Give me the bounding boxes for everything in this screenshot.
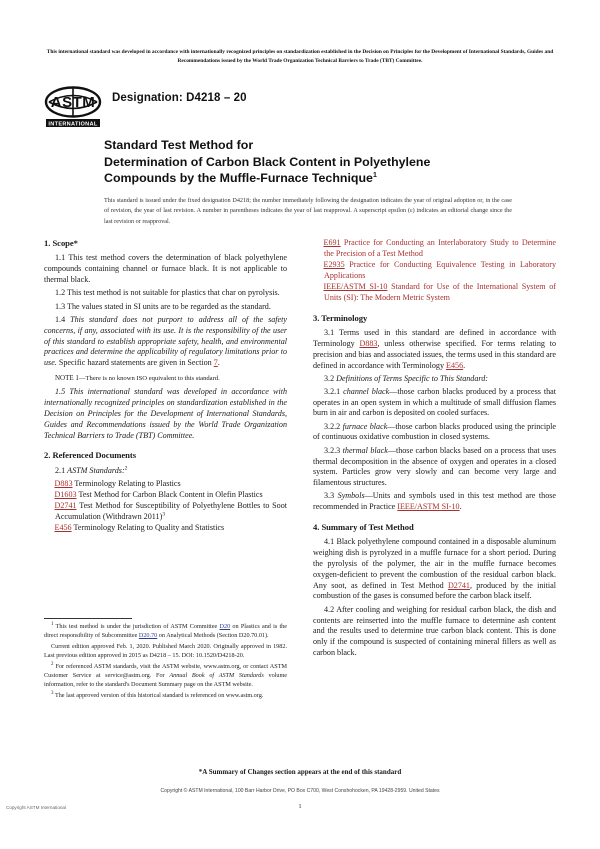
standard-title: Test Method for Susceptibility of Polyethylene Bottles to Soot Accumulation (Withdrawn 2011) [55,501,287,522]
link-standard-e456[interactable]: E456 [54,523,72,533]
para-text: Terms used in this standard are defined in accordance with Terminology [313,328,556,349]
definitions-label: Definitions of Terms Specific to This Standard: [336,373,488,383]
para-text: This international standard was developed in accordance with internationally recognized principles on standardization established in the Decision on Principles for the Development of International Standards, Guides and Recommendations issued by the World Trade Organization Technical Barriers to Trade (TBT) Committee. [44,387,287,440]
para-num: 2.1 [55,465,66,475]
document-header [44,86,556,130]
title-line-3 [104,170,556,187]
list-item [44,490,287,501]
list-item [313,260,556,282]
paragraph-1-4 [44,315,287,369]
list-item [44,523,287,534]
para-text-end: . [463,360,466,370]
note-label: NOTE 1 [55,373,79,382]
svg-text:INTERNATIONAL: INTERNATIONAL [48,121,98,128]
svg-text:ASTM: ASTM [50,94,96,111]
term-furnace-black: furnace black [342,421,388,431]
para-text: Specific hazard statements are given in Section [58,358,212,368]
link-standard-d883-inline[interactable]: D883 [359,339,378,349]
wto-statement: This international standard was developed in accordance with internationally recognized principles on standardization established in the Decision on Principles for the Development of International Standards, Guides and Recommendations issued by the World Trade Organization Technical Barriers to Trade (TBT) Committee. [46,49,554,64]
title-line-1: Standard Test Method for [104,138,254,152]
paragraph-1-5 [44,387,287,441]
para-num: 3.2 [324,373,335,383]
footnotes [44,622,287,701]
term-symbols: Symbols [337,491,365,501]
para-text: This test method covers the determination of black polyethylene compounds containing channel or furnace black. It is not applicable to thermal black. [44,253,287,285]
note-text: —There is no known ISO equivalent to this standard. [78,374,220,382]
footnote-text: For referenced ASTM standards, visit the ASTM website, www.astm.org, or contact ASTM Customer Service at service@astm.org. For [44,662,287,679]
standard-title: Standard for Use of the International System of Units (SI): The Modern Metric System [324,282,556,302]
link-standard-e456-inline[interactable]: E456 [446,360,464,370]
link-standard-ieee-astm-si-10-inline[interactable]: IEEE/ASTM SI-10 [397,502,460,512]
paragraph-3-2-3 [313,446,556,489]
link-standard-d883[interactable]: D883 [54,478,73,488]
paragraph-3-2-2 [313,422,556,444]
footnote-3 [44,691,287,700]
link-committee-d20[interactable]: D20 [219,623,231,630]
para-num: 3.2.2 [324,421,341,431]
designation-label: Designation: D4218 – 20 [112,92,247,104]
referenced-standards-list-continued [313,238,556,304]
para-text: After cooling and weighing for residual carbon black, the dish and contents are reinserted into the muffle furnace to determine ash content and the results used to determine true carbon black content. This is done only if the compound is suspected of containing mineral fillers as well as carbon black. [313,604,557,657]
footnote-text-italic: Annual Book of ASTM Standards [169,671,264,679]
section-heading-terminology: 3. Terminology [313,312,368,323]
astm-standards-label: ASTM Standards: [67,465,125,475]
para-text: The values stated in SI units are to be regarded as the standard. [67,301,271,311]
footnote-number: 1 [51,621,54,627]
para-num: 1.3 [55,301,66,311]
footnote-number: 2 [51,661,54,667]
note-1 [44,373,287,384]
paragraph-4-2 [313,605,556,659]
para-text: —those carbon blacks based on a process that uses thermal decomposition in the absence of oxygen and operates in a closed system. Particles grow very slowly and can become very large and filamentous structures. [313,445,556,488]
copyright-watermark: Copyright ASTM International [6,805,67,810]
para-text-italic: This standard does not purport to address all of the safety concerns, if any, associated with its use. It is the responsibility of the user of this standard to establish appropriate safety, health, and environmental practices and determine the applicability of regulatory limitations prior to use. [44,314,287,368]
standard-title: Terminology Relating to Plastics [74,478,181,488]
footnote-1 [44,622,287,640]
left-column [44,238,287,535]
paragraph-1-2 [44,288,287,299]
link-subcommittee-d20-70[interactable]: D20.70 [138,632,158,640]
para-num: 1.2 [55,288,66,298]
standard-title: Practice for Conducting Equivalence Testing in Laboratory Applications [324,260,556,280]
paragraph-3-3 [313,491,556,513]
para-num: 3.2.1 [324,386,341,396]
referenced-standards-list [44,479,287,534]
para-text-end: , produced by the initial combustion of the gases is consumed before the carbon black itself. [313,580,556,601]
para-num: 3.2.3 [324,445,341,455]
subsection-3-2 [313,374,556,385]
footnote-text: on Analytical Methods (Section D20.70.01). [158,632,269,640]
footnote-number: 3 [51,690,54,696]
title-line-2: Determination of Carbon Black Content in Polyethylene [104,154,431,169]
para-text: —those carbon blacks produced by a process that operates in an open system in which a multitude of small diffusion flames burn in air and carbon is deposited on cooled surfaces. [313,386,556,418]
paragraph-1-1 [44,253,287,285]
paragraph-4-1 [313,537,556,602]
para-text-end: . [217,358,220,368]
list-item [44,501,287,523]
link-standard-e691[interactable]: E691 [323,238,341,247]
footnote-2 [44,662,287,690]
standard-title: Practice for Conducting an Interlaboratory Study to Determine the Precision of a Test Method [324,238,556,258]
paragraph-3-2-1 [313,387,556,419]
footnote-1-edition: Current edition approved Feb. 1, 2020. Published March 2020. Originally approved in 1982. Last previous edition approved in 2015 as D4218 – 15. DOI: 10.1520/D4218-20. [44,642,287,660]
link-standard-d1603[interactable]: D1603 [54,490,77,500]
paragraph-3-1 [313,328,556,371]
right-column [313,238,556,661]
list-item [313,238,556,260]
para-text: Black polyethylene compound contained in a disposable aluminum weighing dish is pyrolyzed in a muffle furnace for a short period. During the pyrolysis of the polymer, the air in the muffle furnace becomes oxygen-deficient to prevent the combustion of the residual carbon black. Any soot, as defined in Test Method [313,537,557,590]
link-standard-ieee-astm-si-10[interactable]: IEEE/ASTM SI-10 [323,282,388,292]
para-num: 3.3 [324,491,335,501]
para-num: 1.1 [55,253,66,263]
section-heading-referenced-documents: 2. Referenced Documents [44,450,137,461]
para-text: , unless otherwise specified. For terms relating to precision and bias and associated issues, the terms used in this standard are defined in accordance with Terminology [313,339,556,370]
term-thermal-black: thermal black [342,445,388,455]
list-item [313,282,556,304]
footnote-divider [44,618,132,619]
para-num: 1.4 [55,314,66,324]
paragraph-1-3 [44,302,287,313]
footnote-marker-3: 3 [162,511,166,518]
issue-note: This standard is issued under the fixed designation D4218; the number immediately following the designation indicates the year of original adoption or, in the case of revision, the year of last revision. A number in parentheses indicates the year of last reapproval. A superscript epsilon (ε) indicates an editorial change since the last revision or reapproval. [104,197,512,225]
para-num: 4.2 [324,604,335,614]
link-standard-d2741-inline[interactable]: D2741 [447,580,470,590]
link-standard-d2741[interactable]: D2741 [54,501,77,511]
para-text-end: . [459,502,462,512]
term-channel-black: channel black [343,386,390,396]
title-footnote-marker: 1 [372,172,377,180]
page-title [104,137,556,187]
para-text: This test method is not suitable for plastics that char on pyrolysis. [67,288,280,298]
para-num: 1.5 [55,387,66,397]
para-text: —Units and symbols used in this test method are those recommended in Practice [313,491,556,512]
section-heading-scope: 1. Scope* [44,238,78,248]
standard-title: Terminology Relating to Quality and Statistics [73,523,225,533]
footnote-text: The last approved version of this historical standard is referenced on www.astm.org. [54,691,264,699]
link-section-7[interactable]: 7 [213,358,218,368]
footnote-text: volume information, refer to the standard's Document Summary page on the ASTM website. [44,671,288,689]
title-line-3-text: Compounds by the Muffle-Furnace Technique [104,171,373,186]
copyright-notice: Copyright © ASTM International, 100 Barr Harbor Drive, PO Box C700, West Conshohocken, PA 19428-2959. United States [160,788,440,794]
footnote-marker-2: 2 [124,465,128,472]
section-heading-summary-of-test-method: 4. Summary of Test Method [313,522,414,532]
para-num: 4.1 [324,537,335,547]
link-standard-e2935[interactable]: E2935 [323,260,345,270]
para-text: —those carbon blacks produced using the principle of continuous oxidative combustion in closed systems. [313,421,556,442]
footnote-text: This test method is under the jurisdiction of ASTM Committee [55,623,218,630]
para-num: 3.1 [324,328,335,338]
page-number: 1 [298,803,302,810]
list-item [44,479,287,490]
footnote-text: on Plastics and is the direct responsibility of Subcommittee [44,623,288,640]
summary-of-changes-note: *A Summary of Changes section appears at the end of this standard [198,768,402,776]
standard-title: Test Method for Carbon Black Content in Olefin Plastics [78,490,263,500]
astm-logo [44,86,104,128]
subsection-2-1 [44,466,287,477]
